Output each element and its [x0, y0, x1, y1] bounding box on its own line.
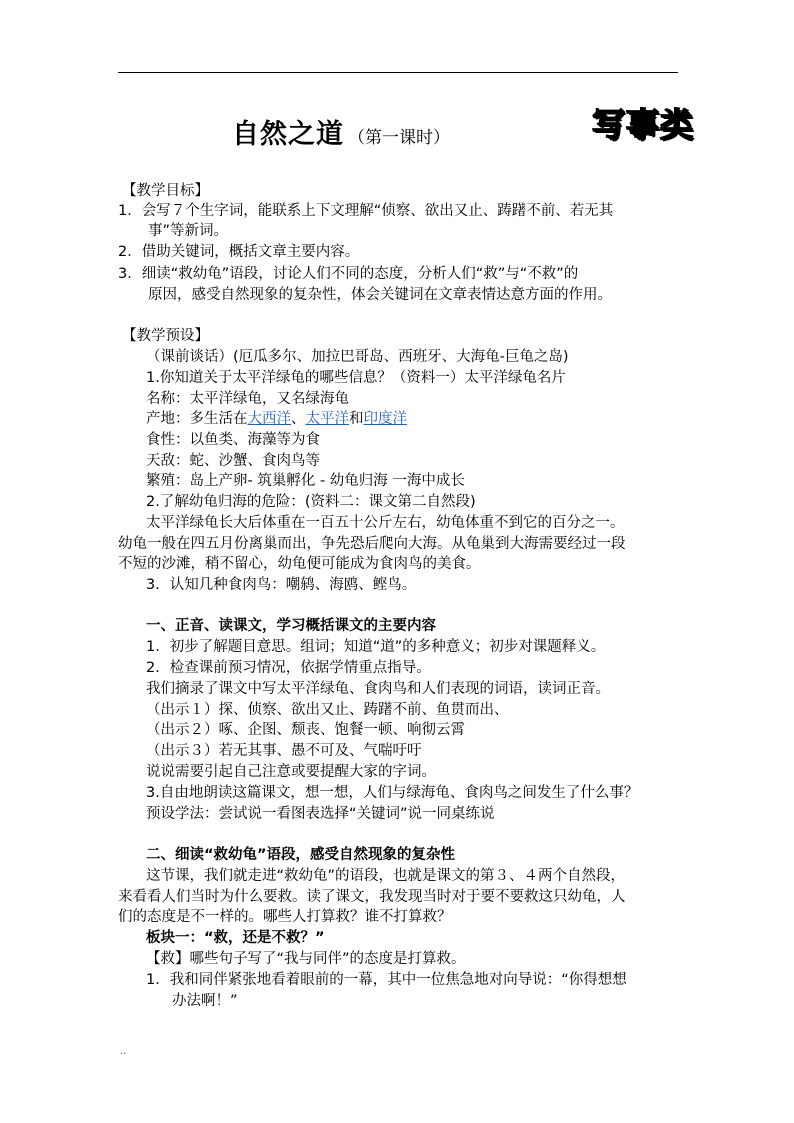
section1-line: 预设学法：尝试说一看图表选择“关键词”说一同桌练说 — [146, 806, 495, 822]
block-heading: 板块一：“救，还是不救？” — [146, 930, 325, 946]
preview-paragraph: 太平洋绿龟长大后体重在一百五十公斤左右，幼龟体重不到它的百分之一。 — [146, 515, 625, 531]
section2-heading: 二、细读“救幼龟”语段，感受自然现象的复杂性 — [146, 847, 456, 863]
title-block — [232, 112, 450, 151]
origin-prefix: 产地：多生活在 — [146, 411, 248, 427]
section1-line: 2．检查课前预习情况，依据学情重点指导。 — [146, 660, 431, 676]
section1-line: （出示３）若无其事、愚不可及、气喘吁吁 — [146, 743, 422, 759]
section2-paragraph: 们的态度是不一样的。哪些人打算救？谁不打算救？ — [118, 909, 452, 925]
goals-heading: 【教学目标】 — [122, 183, 209, 199]
link-atlantic[interactable]: 大西洋 — [247, 411, 291, 427]
link-pacific[interactable]: 太平洋 — [305, 411, 349, 427]
section1-line: （出示１）探、侦察、欲出又止、踌躇不前、鱼贯而出、 — [146, 702, 509, 718]
footer-dots: .. — [120, 1046, 127, 1057]
link-indian[interactable]: 印度洋 — [363, 411, 407, 427]
section1-line: （出示２）啄、企图、颓丧、饱餐一顿、响彻云霄 — [146, 722, 465, 738]
section2-paragraph: 来看看人们当时为什么要救。读了课文，我发现当时对于要不要救这只幼龟，人 — [118, 889, 626, 905]
card-enemy: 天敌：蛇、沙蟹、食肉鸟等 — [146, 453, 320, 469]
goal-item: 1．会写７个生字词，能联系上下文理解“侦察、欲出又止、踌躇不前、若无其 — [118, 203, 614, 219]
card-breed: 繁殖：岛上产卵- 筑巢孵化 - 幼龟归海 一海中成长 — [146, 473, 465, 489]
preview-paragraph: 不短的沙滩，稍不留心，幼龟便可能成为食肉鸟的美食。 — [118, 556, 481, 572]
page-subtitle: （第一课时） — [348, 128, 450, 148]
card-name: 名称：太平洋绿龟，又名绿海龟 — [146, 391, 349, 407]
goal-item: 2．借助关键词，概括文章主要内容。 — [118, 244, 360, 260]
goal-item: 原因，感受自然现象的复杂性，体会关键词在文章表情达意方面的作用。 — [148, 287, 612, 303]
card-origin — [146, 409, 407, 429]
goal-item: 3．细读“救幼龟”语段，讨论人们不同的态度，分析人们“救”与“不救”的 — [118, 266, 579, 282]
origin-and: 和 — [349, 411, 364, 427]
card-food: 食性：以鱼类、海藻等为食 — [146, 432, 320, 448]
block-sentence: 办法啊！” — [172, 993, 238, 1009]
goal-item: 事”等新词。 — [148, 223, 229, 239]
header-rule — [118, 72, 678, 73]
page-title: 自然之道 — [232, 119, 344, 150]
block-question: 【救】哪些句子写了“我与同伴”的态度是打算救。 — [146, 951, 466, 967]
category-tag: 写事类 — [592, 105, 694, 144]
preview-heading: 【教学预设】 — [122, 328, 209, 344]
section1-line: 说说需要引起自己注意或要提醒大家的字词。 — [146, 764, 436, 780]
section1-line: 1．初步了解题目意思。组词；知道“道”的多种意义；初步对课题释义。 — [146, 639, 606, 655]
preview-paragraph: 幼龟一般在四五月份离巢而出，争先恐后爬向大海。从龟巢到大海需要经过一段 — [118, 536, 626, 552]
preview-intro: （课前谈话）(厄瓜多尔、加拉巴哥岛、西班牙、大海龟-巨龟之岛) — [146, 349, 569, 365]
section1-line: 3.自由地朗读这篇课文，想一想，人们与绿海龟、食肉鸟之间发生了什么事？ — [146, 785, 639, 801]
section1-heading: 一、正音、读课文，学习概括课文的主要内容 — [146, 618, 436, 634]
origin-sep: 、 — [291, 411, 306, 427]
section2-paragraph: 这节课，我们就走进“救幼龟”的语段，也就是课文的第３、４两个自然段， — [146, 868, 626, 884]
section1-line: 我们摘录了课文中写太平洋绿龟、食肉鸟和人们表现的词语，读词正音。 — [146, 681, 610, 697]
preview-q3: 3．认知几种食肉鸟：嘲鸫、海鸥、鲣鸟。 — [146, 577, 417, 593]
block-sentence: 1．我和同伴紧张地看着眼前的一幕，其中一位焦急地对向导说：“你得想想 — [146, 972, 627, 988]
preview-q2: 2.了解幼龟归海的危险：(资料二：课文第二自然段) — [146, 494, 476, 510]
preview-q1: 1.你知道关于太平洋绿龟的哪些信息？（资料一）太平洋绿龟名片 — [146, 370, 566, 386]
